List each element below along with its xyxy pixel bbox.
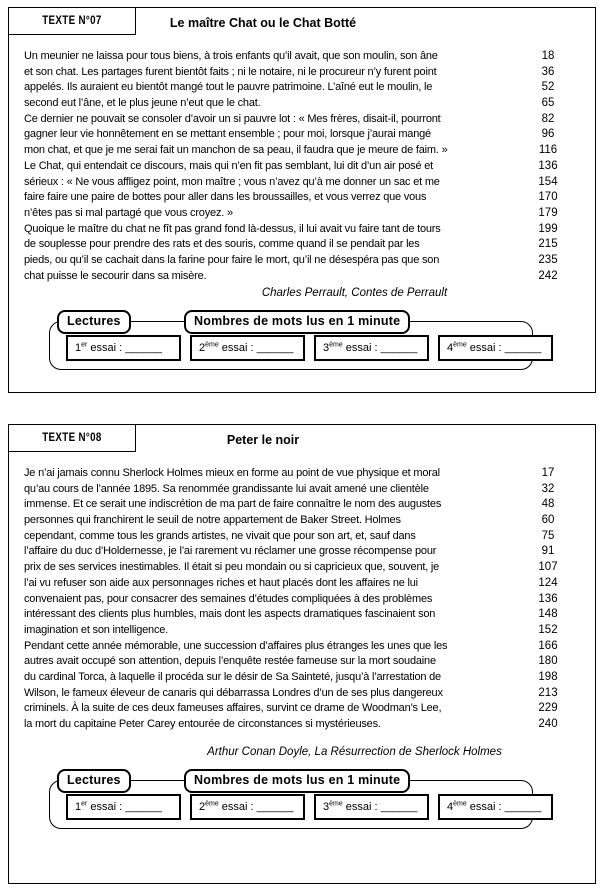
text-line bbox=[9, 497, 595, 513]
line-text: autres avait occupé son attention, depuis l’enquête restée fameuse sur la mort soudaine bbox=[24, 655, 436, 668]
text-line bbox=[9, 670, 595, 686]
line-word-count: 240 bbox=[538, 718, 558, 730]
line-text: pieds, ou qu’il se cachait dans la farine pour faire le mort, qu’il ne désespéra pas que son bbox=[24, 253, 440, 266]
text-line bbox=[9, 112, 595, 128]
line-word-count: 48 bbox=[541, 498, 555, 511]
line-text: de souplesse pour prendre des rats et des souris, comme quand il se pendait par les bbox=[24, 238, 420, 251]
line-text: intéressant des clients plus humbles, mais dont les aspects dramatiques fascinaient son bbox=[24, 608, 436, 621]
text-line bbox=[9, 96, 595, 112]
line-text: cependant, comme tous les grands artistes, ne vivait que pour son art, et, sauf dans bbox=[24, 529, 416, 542]
line-text: mon chat, et que je me serai fait un manchon de sa peau, il faudra que je meure de faim. » bbox=[24, 144, 448, 157]
essai-label: 2ème essai : ______ bbox=[199, 341, 294, 355]
text-line bbox=[9, 513, 595, 529]
text-line bbox=[9, 639, 595, 655]
line-word-count: 179 bbox=[538, 206, 558, 219]
author-attribution: Arthur Conan Doyle, La Résurrection de Sherlock Holmes bbox=[207, 745, 502, 758]
line-word-count: 91 bbox=[541, 545, 555, 558]
texte-number-label: TEXTE N°07 bbox=[42, 15, 102, 27]
line-word-count: 170 bbox=[538, 191, 558, 204]
line-text: Un meunier ne laissa pour tous biens, à trois enfants qu’il avait, que son moulin, son âne bbox=[24, 50, 438, 62]
line-text: et son chat. Les partages furent bientôt faits ; ni le notaire, ni le procureur n’y furent point bbox=[24, 65, 437, 78]
essai-label: 1er essai : ______ bbox=[75, 800, 162, 813]
text-line bbox=[9, 623, 595, 639]
essai-2-box bbox=[190, 794, 305, 820]
essai-1-box bbox=[66, 794, 181, 820]
text-line bbox=[9, 190, 595, 206]
line-text: la mort du capitaine Peter Carey entourée de circonstances si mystérieuses. bbox=[24, 718, 381, 730]
essai-blank-field: ______ bbox=[256, 800, 294, 813]
line-text: l’affaire du duc d’Holdernesse, je l’ai rarement vu réclamer une grosse récompense pour bbox=[24, 545, 437, 558]
line-word-count: 18 bbox=[541, 50, 555, 62]
essai-blank-field: ______ bbox=[125, 800, 162, 813]
text-line bbox=[9, 253, 595, 269]
texte-07-header-band bbox=[9, 8, 595, 34]
nombres-mots-tab: Nombres de mots lus en 1 minute bbox=[184, 769, 410, 793]
texte-08-body bbox=[9, 466, 595, 733]
line-text: criminels. À la suite de ces deux fameuses affaires, survint ce drame de Woodman’s Lee, bbox=[24, 702, 442, 715]
line-word-count: 152 bbox=[538, 623, 558, 636]
text-line bbox=[9, 686, 595, 702]
texte-08-title: Peter le noir bbox=[226, 433, 300, 447]
line-text: sérieux : « Ne vous affligez point, mon maître ; vous n’avez qu’à me donner un sac et me bbox=[24, 175, 440, 188]
nombres-mots-tab: Nombres de mots lus en 1 minute bbox=[184, 310, 410, 334]
line-text: du cardinal Torca, à laquelle il procéda sur le désir de Sa Sainteté, jusqu’à l’arrestation de bbox=[24, 670, 441, 683]
essai-blank-field: ______ bbox=[256, 342, 294, 355]
line-word-count: 136 bbox=[538, 159, 558, 172]
line-word-count: 199 bbox=[538, 222, 558, 235]
text-line bbox=[9, 544, 595, 560]
text-line bbox=[9, 466, 595, 482]
line-text: Ce dernier ne pouvait se consoler d’avoir un si pauvre lot : « Mes frères, disait-il, pourront bbox=[24, 112, 441, 125]
essai-4-box bbox=[438, 794, 553, 820]
essai-2-box bbox=[190, 335, 305, 361]
line-word-count: 242 bbox=[538, 269, 558, 282]
essai-blank-field: ______ bbox=[504, 800, 542, 813]
essai-3-box bbox=[314, 794, 429, 820]
line-word-count: 36 bbox=[541, 65, 555, 78]
line-word-count: 124 bbox=[538, 576, 558, 589]
texte-08-section bbox=[8, 424, 596, 884]
line-text: Pendant cette année mémorable, une succession d’affaires plus étranges les unes que les bbox=[24, 639, 448, 652]
line-text: Le Chat, qui entendait ce discours, mais qui n’en fit pas semblant, lui dit d’un air posé et bbox=[24, 159, 434, 172]
line-word-count: 60 bbox=[541, 514, 555, 527]
lectures-tab: Lectures bbox=[57, 310, 131, 334]
text-line bbox=[9, 701, 595, 717]
essai-label: 3ème essai : ______ bbox=[323, 800, 418, 813]
text-line bbox=[9, 576, 595, 592]
text-line bbox=[9, 159, 595, 175]
line-word-count: 65 bbox=[541, 97, 555, 110]
line-text: Je n’ai jamais connu Sherlock Holmes mieux en forme au point de vue physique et moral bbox=[24, 467, 440, 479]
line-word-count: 82 bbox=[541, 112, 555, 125]
essai-4-box bbox=[438, 335, 553, 361]
text-line bbox=[9, 654, 595, 670]
text-line bbox=[9, 482, 595, 498]
line-word-count: 116 bbox=[538, 144, 558, 157]
text-line bbox=[9, 143, 595, 159]
text-line bbox=[9, 237, 595, 253]
texte-07-body bbox=[9, 49, 595, 284]
essai-blank-field: ______ bbox=[125, 342, 162, 355]
line-text: Wilson, le fameux éleveur de canaris qui débarrassa Londres d’un de ses plus dangereux bbox=[24, 686, 443, 699]
line-word-count: 166 bbox=[538, 639, 558, 652]
author-attribution: Charles Perrault, Contes de Perrault bbox=[261, 287, 448, 300]
line-word-count: 96 bbox=[541, 128, 555, 141]
line-text: qu’au cours de l’année 1895. Sa renommée grandissante lui avait amené une clientèle bbox=[24, 482, 429, 495]
line-word-count: 75 bbox=[541, 529, 555, 542]
line-word-count: 32 bbox=[541, 482, 555, 495]
line-text: second eut l’âne, et le plus jeune n’eut que le chat. bbox=[24, 97, 261, 110]
texte-07-section bbox=[8, 7, 596, 393]
line-word-count: 235 bbox=[538, 253, 558, 266]
text-line bbox=[9, 175, 595, 191]
text-line bbox=[9, 206, 595, 222]
texte-08-header-band bbox=[9, 425, 595, 451]
line-text: personnes qui franchirent le seuil de notre appartement de Baker Street. Holmes bbox=[24, 514, 401, 527]
lectures-tab: Lectures bbox=[57, 769, 131, 793]
text-line bbox=[9, 717, 595, 733]
text-line bbox=[9, 529, 595, 545]
line-word-count: 148 bbox=[538, 608, 558, 621]
line-word-count: 215 bbox=[538, 238, 558, 251]
line-word-count: 213 bbox=[538, 686, 558, 699]
line-text: chat puisse le secourir dans sa misère. bbox=[24, 269, 207, 282]
lectures-panel bbox=[49, 314, 542, 370]
line-text: imagination et son intelligence. bbox=[24, 623, 169, 636]
essai-label: 4ème essai : ______ bbox=[447, 800, 542, 813]
line-text: n’êtes pas si mal partagé que vous croyez. » bbox=[24, 206, 233, 219]
texte-number-label: TEXTE N°08 bbox=[42, 432, 102, 444]
essai-label: 3ème essai : ______ bbox=[323, 341, 418, 355]
essai-blank-field: ______ bbox=[504, 342, 542, 355]
essai-label: 1er essai : ______ bbox=[75, 341, 162, 355]
line-text: Quoique le maître du chat ne fît pas grand fond là-dessus, il lui avait vu faire tant de tours bbox=[24, 222, 441, 235]
text-line bbox=[9, 65, 595, 81]
line-text: immense. Et ce serait une indiscrétion de ma part de faire connaître le nom des augustes bbox=[24, 498, 442, 511]
essai-1-box bbox=[66, 335, 181, 361]
essai-label: 4ème essai : ______ bbox=[447, 341, 542, 355]
line-word-count: 136 bbox=[538, 592, 558, 605]
line-word-count: 198 bbox=[538, 670, 558, 683]
text-line bbox=[9, 49, 595, 65]
line-text: faire faire une paire de bottes pour aller dans les broussailles, et vous verrez que vous bbox=[24, 191, 427, 204]
line-text: appelés. Ils auraient eu bientôt mangé tout le pauvre patrimoine. L’aîné eut le moulin, le bbox=[24, 81, 433, 94]
line-word-count: 154 bbox=[538, 175, 558, 188]
line-text: gagner leur vie honnêtement en se mettant ensemble ; pour moi, lorsque j’aurai mangé bbox=[24, 128, 431, 141]
essai-3-box bbox=[314, 335, 429, 361]
line-text: prix de ses services inestimables. Il était si peu mondain ou si capricieux que, souvent, je bbox=[24, 561, 440, 574]
line-word-count: 180 bbox=[538, 655, 558, 668]
essai-blank-field: ______ bbox=[380, 800, 418, 813]
text-line bbox=[9, 592, 595, 608]
text-line bbox=[9, 607, 595, 623]
text-line bbox=[9, 127, 595, 143]
line-word-count: 17 bbox=[541, 467, 555, 479]
essai-label: 2ème essai : ______ bbox=[199, 800, 294, 813]
line-text: l’ai vu refuser son aide aux personnages riches et haut placés dont les affaires ne lui bbox=[24, 576, 418, 589]
line-word-count: 107 bbox=[538, 561, 558, 574]
line-word-count: 52 bbox=[541, 81, 555, 94]
essai-blank-field: ______ bbox=[380, 342, 418, 355]
text-line bbox=[9, 80, 595, 96]
lectures-panel bbox=[49, 772, 542, 829]
texte-07-title: Le maître Chat ou le Chat Botté bbox=[169, 16, 357, 30]
text-line bbox=[9, 269, 595, 285]
text-line bbox=[9, 560, 595, 576]
line-text: convenaient pas, pour consacrer des semaines d’études compliquées à des problèmes bbox=[24, 592, 433, 605]
text-line bbox=[9, 222, 595, 238]
line-word-count: 229 bbox=[538, 702, 558, 715]
